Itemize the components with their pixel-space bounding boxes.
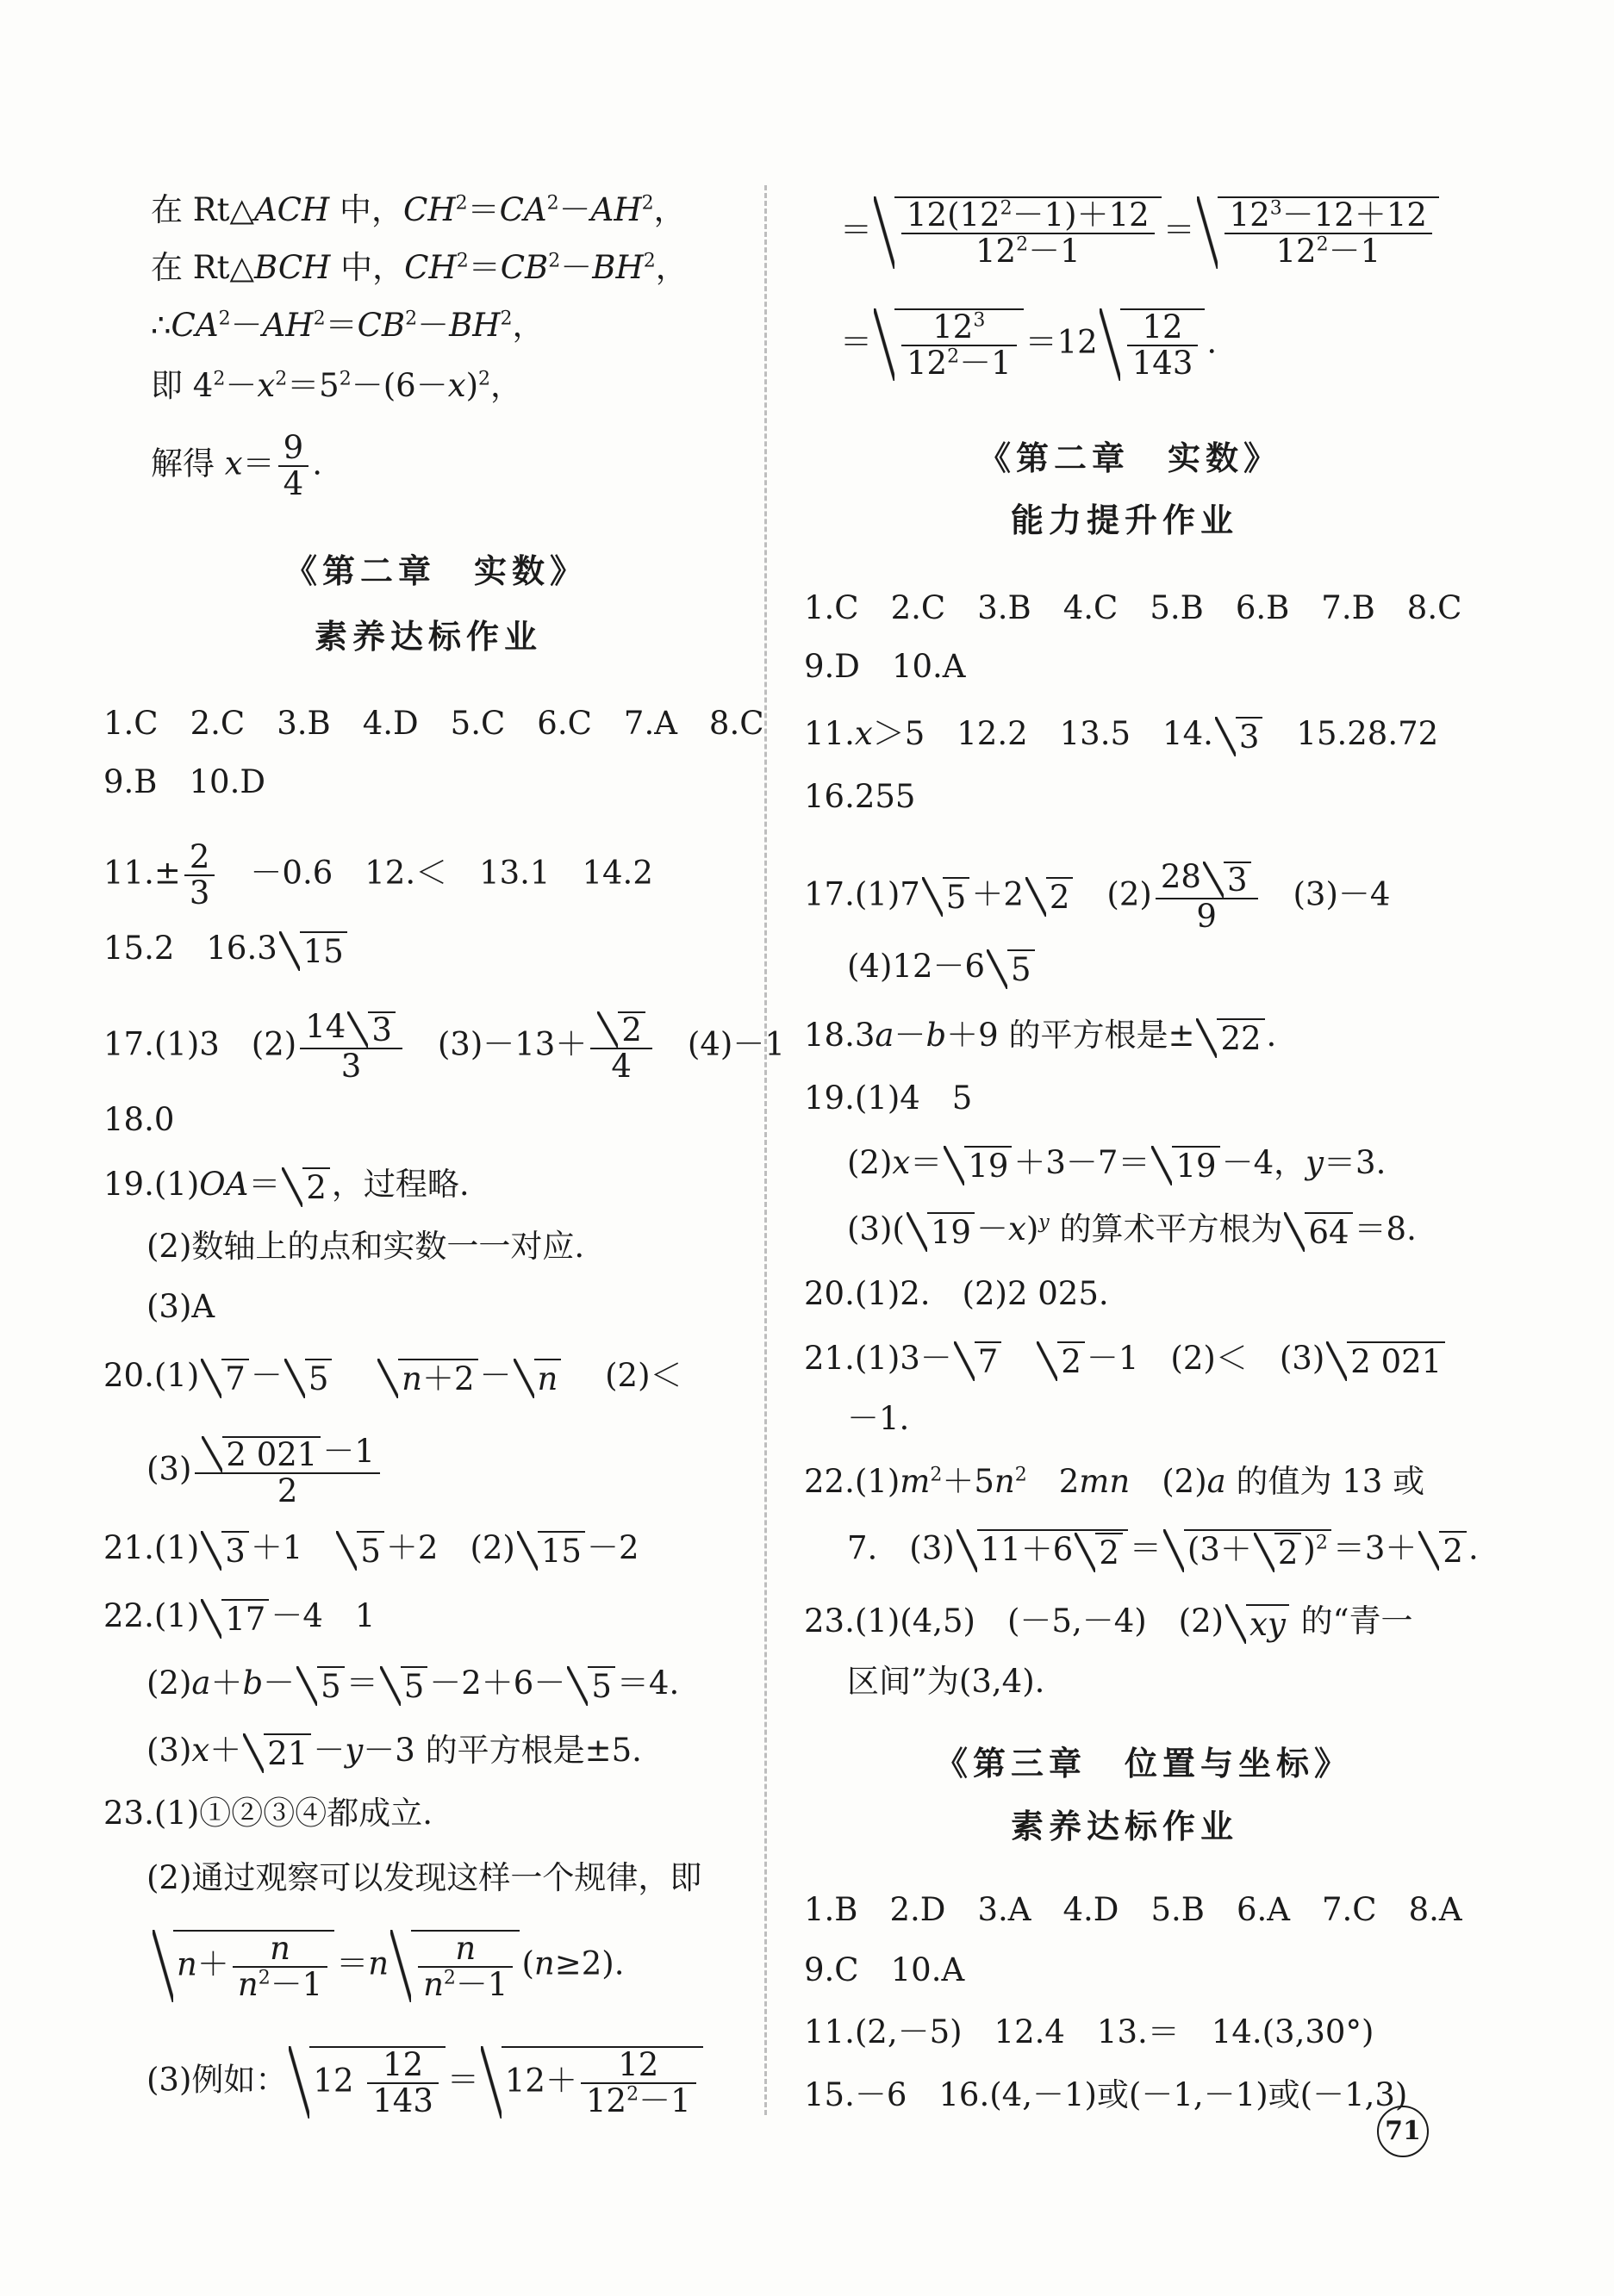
answer-line: 1.B 2.D 3.A 4.D 5.B 6.A 7.C 8.A: [804, 1891, 1462, 1928]
answer-line: 23.(1)(4,5) (－5,－4) (2) xy 的“青一: [804, 1602, 1413, 1643]
answer-line: (3) $\frac{2 021 -1}{2}$: [146, 1434, 383, 1509]
answer-line: (3)x＋ 21 －y－3 的平方根是±5.: [146, 1732, 642, 1772]
text-line: 即 $4^2-x^2=5^2-(6-x)^2$，: [151, 367, 523, 404]
answer-line: 15.2 16.3 15: [103, 930, 349, 971]
answer-line: 17.(1)3 (2) $\frac{14 3}{3}$ (3)－13＋ $\frac{2}{4}$ (4)－1: [103, 1008, 785, 1085]
answer-line: 区间”为(3,4).: [847, 1663, 1045, 1700]
section-subtitle: 能力提升作业: [1011, 501, 1239, 539]
answer-line: 11.(2,－5) 12.4 13.＝ 14.(3,30°): [804, 2013, 1374, 2050]
answer-line: (2)通过观察可以发现这样一个规律，即: [146, 1859, 702, 1896]
answer-line: 20.(1) 7 － 5 n＋2 － n (2)＜: [103, 1357, 682, 1397]
answer-line: 15.－6 16.(4,－1)或(－1,－1)或(－1,3): [804, 2076, 1408, 2113]
answer-line: 9.D 10.A: [804, 648, 966, 685]
answer-line: 1.C 2.C 3.B 4.D 5.C 6.C 7.A 8.C: [103, 705, 764, 742]
formula-line: ＝ $\frac{12^3}{12^2-1}$ ＝12 $\frac{12}{143}$ .: [840, 308, 1218, 382]
answer-line: 9.C 10.A: [804, 1951, 965, 1988]
answer-line: 11.x＞5 12.2 13.5 14. 3 15.28.72: [804, 715, 1439, 756]
answer-line: 9.B 10.D: [103, 763, 265, 800]
column-divider: [764, 185, 767, 2115]
formula-line: ＝ $\frac{12(12^2-1)+12}{12^2-1}$ ＝ $\frac{12^3-12+12}{12^2-1}$: [840, 196, 1441, 269]
answer-line: (2)x＝ 19 ＋3－7＝ 19 －4，y＝3.: [847, 1144, 1387, 1185]
answer-line: －1.: [847, 1400, 910, 1437]
text-line: 解得 x＝ $\frac{9}{4}$ .: [151, 429, 322, 502]
page-number: 71: [1377, 2106, 1429, 2157]
answer-line: 20.(1)2. (2)2 025.: [804, 1275, 1109, 1312]
answer-line: 18.0: [103, 1101, 175, 1138]
answer-line: 1.C 2.C 3.B 4.C 5.B 6.B 7.B 8.C: [804, 589, 1462, 626]
answer-line: 17.(1)7 5 ＋2 2 (2) $\frac{28 3}{9}$ (3)－4: [804, 858, 1391, 935]
answer-line: (3)A: [146, 1288, 215, 1325]
section-subtitle: 素养达标作业: [315, 617, 543, 656]
answer-line: 19.(1)OA＝ 2 ，过程略.: [103, 1166, 470, 1206]
answer-line: 7. (3) 11＋6 2 ＝ (3＋ 2 )$^2$ ＝3＋ 2 .: [847, 1529, 1479, 1571]
answer-line: (4)12－6 5: [847, 948, 1037, 989]
answer-line: 11.± $\frac{2}{3}$ －0.6 12.＜ 13.1 14.2: [103, 838, 653, 912]
answer-line: $22.(1)m^2+5n^2$ 2mn (2)a 的值为 13 或: [804, 1463, 1425, 1500]
answer-line: 22.(1) 17 －4 1: [103, 1597, 376, 1638]
answer-line: 18.3a－b＋9 的平方根是± 22 .: [804, 1017, 1277, 1057]
section-title: 《第二章 实数》: [978, 439, 1282, 477]
formula-line: (3)例如： 12 $\frac{12}{143}$ ＝ 12＋ $\frac{12}{12^2-1}$: [146, 2046, 705, 2119]
text-line: $\therefore CA^2-AH^2=CB^2-BH^2$，: [151, 307, 545, 344]
section-title: 《第二章 实数》: [284, 551, 589, 590]
answer-line: 19.(1)4 5: [804, 1080, 973, 1117]
section-title: 《第三章 位置与坐标》: [935, 1744, 1353, 1783]
answer-line: (3)( 19 －x)$^y$ 的算术平方根为 64 ＝8.: [847, 1210, 1417, 1251]
text-line: 在 Rt△BCH 中，$CH^2=CB^2-BH^2$，: [151, 249, 688, 286]
answer-line: 21.(1)3－ 7 2 －1 (2)＜ (3) 2 021: [804, 1340, 1447, 1381]
text-line: 在 Rt△ACH 中，$CH^2=CA^2-AH^2$，: [151, 191, 686, 228]
answer-line: 23.(1)①②③④都成立.: [103, 1795, 433, 1832]
answer-line: (2)数轴上的点和实数一一对应.: [146, 1228, 585, 1265]
answer-line: (2)a＋b－ 5 ＝ 5 －2＋6－ 5 ＝4.: [146, 1664, 680, 1705]
answer-line: 21.(1) 3 ＋1 5 ＋2 (2) 15 －2: [103, 1529, 639, 1570]
section-subtitle: 素养达标作业: [1011, 1807, 1239, 1845]
answer-line: 16.255: [804, 778, 916, 815]
formula-line: n＋ $\frac{n}{n^2-1}$ ＝n $\frac{n}{n^2-1}$ (n≥2).: [151, 1930, 625, 2002]
